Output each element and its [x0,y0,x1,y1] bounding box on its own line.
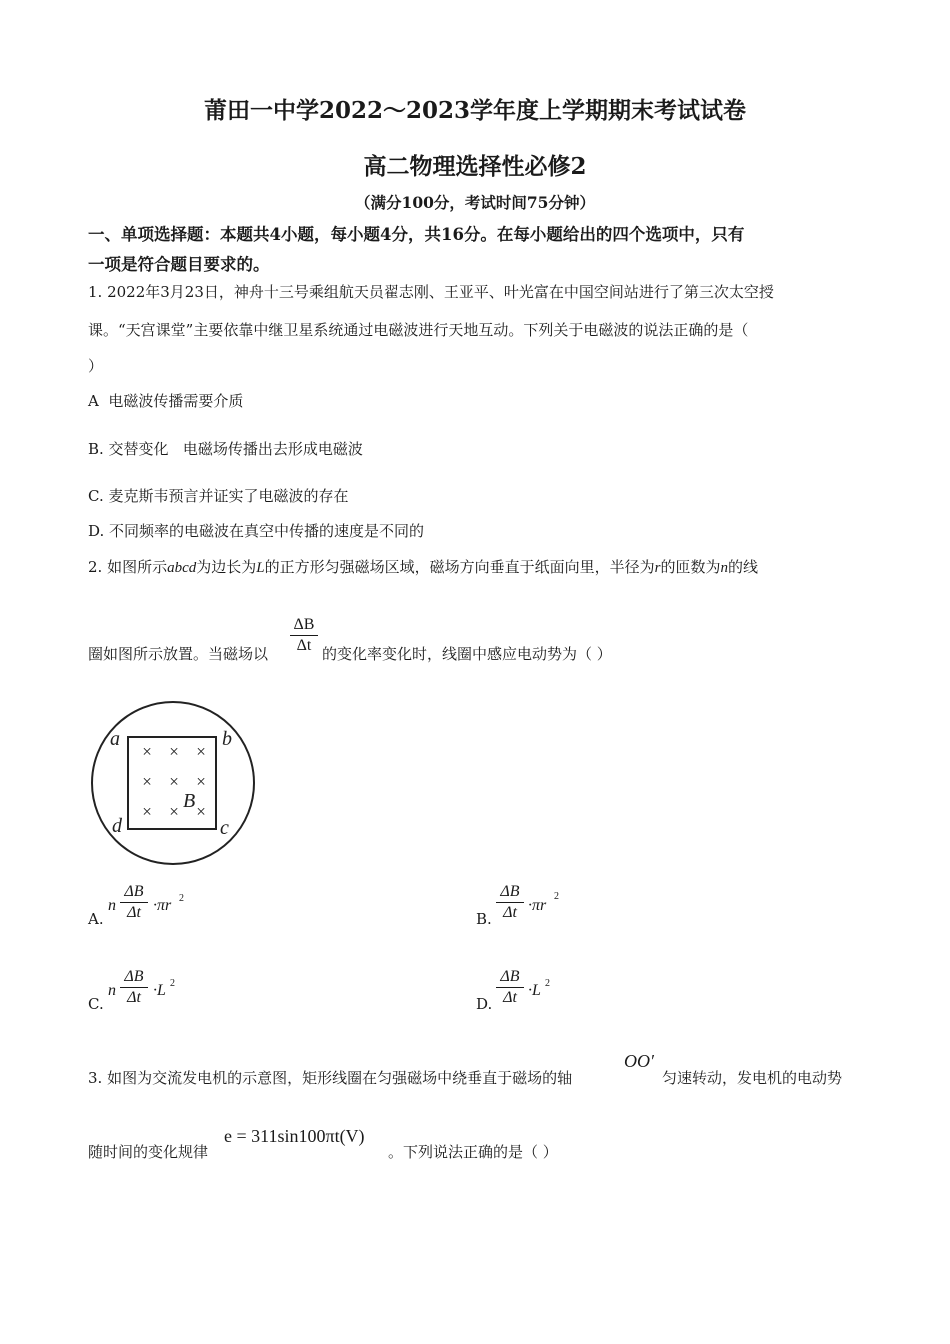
q1-stem-line2: 课。“天宫课堂”主要依靠中继卫星系统通过电磁波进行天地互动。下列关于电磁波的说法正确的是（ [88,321,749,339]
q3-axis-label: OO′ [624,1051,654,1071]
q2-stem-line2-b: 的变化率变化时，线圈中感应电动势为（ ） [322,645,612,663]
q1-option-c: C. 麦克斯韦预言并证实了电磁波的存在 [88,487,349,505]
corner-label-d: d [112,815,122,837]
q3-stem-line2-b: 。下列说法正确的是（ ） [388,1143,558,1161]
corner-label-c: c [220,817,229,839]
q1-option-d: D. 不同频率的电磁波在真空中传播的速度是不同的 [88,522,425,540]
q2-rate-fraction: ΔB Δt [290,615,318,656]
exam-title: 莆田一中学2022～2023学年度上学期期末考试试卷 [203,97,747,124]
corner-label-a: a [110,728,120,750]
cross-mark: × [142,772,152,791]
cross-mark: × [169,742,179,761]
var-r: r [654,560,661,576]
corner-label-b: b [222,728,232,750]
cross-mark: × [169,802,179,821]
cross-mark: × [196,802,206,821]
cross-mark: × [169,772,179,791]
q1-option-b: B. 交替变化 电磁场传播出去形成电磁波 [88,440,363,458]
section-heading-line1: 一、单项选择题：本题共4小题，每小题4分，共16分。在每小题给出的四个选项中，只有 [88,225,745,244]
q3-stem-line2-a: 随时间的变化规律 [88,1143,209,1161]
field-label-B: B [183,790,196,812]
q1-option-a: A 电磁波传播需要介质 [88,392,244,410]
var-L: L [256,560,265,576]
q2-stem-line1: 2. 如图所示abcd为边长为L的正方形匀强磁场区域，磁场方向垂直于纸面向里，半径为r的匝数为n的线 [88,558,759,576]
coil-field-figure [88,698,268,870]
exam-subject: 高二物理选择性必修2 [363,153,587,180]
cross-mark: × [196,742,206,761]
cross-mark: × [142,742,152,761]
section-heading-line2: 一项是符合题目要求的。 [88,255,270,274]
q3-stem-line1-a: 3. 如图为交流发电机的示意图，矩形线圈在匀强磁场中绕垂直于磁场的轴 [88,1069,573,1087]
q1-stem-line3: ） [88,357,104,375]
q3-emf-formula: e = 311sin100πt(V) [224,1126,365,1146]
cross-mark: × [142,802,152,821]
q1-stem-line1: 1. 2022年3月23日，神舟十三号乘组航天员翟志刚、王亚平、叶光富在中国空间站进行了第三次太空授 [88,283,774,301]
q3-stem-line1-b: 匀速转动，发电机的电动势 [662,1069,843,1087]
var-abcd: abcd [167,560,197,576]
var-n: n [720,560,728,576]
field-crosses [142,742,206,821]
cross-mark: × [196,772,206,791]
q2-stem-line2-a: 圈如图所示放置。当磁场以 [88,645,269,663]
score-info: （满分100分，考试时间75分钟） [355,193,595,212]
